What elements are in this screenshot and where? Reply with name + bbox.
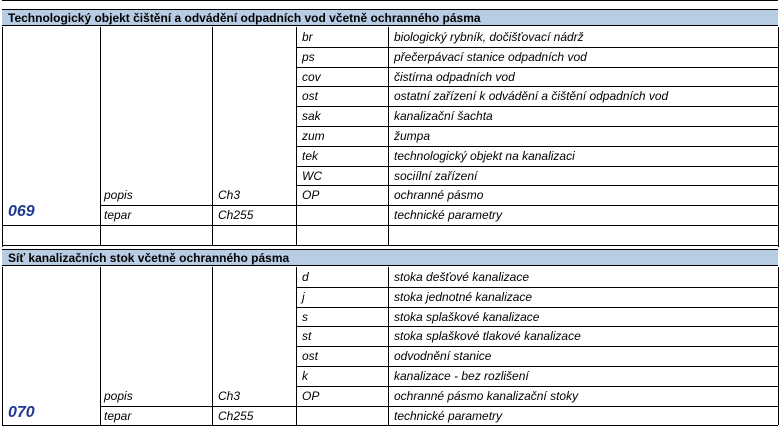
column-divider <box>212 225 213 245</box>
table-top-border <box>2 0 778 1</box>
table-cell-col3: ost <box>302 349 319 363</box>
table-border-left <box>2 267 3 425</box>
table-cell-col4: technické parametry <box>394 409 503 423</box>
row-divider <box>2 425 778 426</box>
table-cell-col3: cov <box>302 70 321 84</box>
table-cell-col3: sak <box>302 109 321 123</box>
table-cell-col2: Ch255 <box>218 409 254 423</box>
section-title: Síť kanalizačních stok včetně ochranného pásma <box>2 249 778 266</box>
table-cell-col4: žumpa <box>394 129 431 143</box>
table-cell-col4: biologický rybník, dočišťovací nádrž <box>394 30 584 44</box>
row-divider <box>2 245 778 246</box>
column-divider <box>388 225 389 245</box>
table-cell-col3: k <box>302 369 308 383</box>
table-cell-col2: Ch3 <box>218 188 241 202</box>
table-cell-col4: ochranné pásmo kanalizační stoky <box>394 389 579 403</box>
table-cell-col2: Ch255 <box>218 208 254 222</box>
table-cell-col1: popis <box>104 389 133 403</box>
table-cell-col3: br <box>302 30 313 44</box>
object-code: 069 <box>8 203 35 220</box>
table-cell-col4: technologický objekt na kanalizaci <box>394 149 575 163</box>
table-cell-col4: stoka splaškové tlakové kanalizace <box>394 329 581 343</box>
table-cell-col4: čistírna odpadních vod <box>394 70 515 84</box>
table-cell-col3: ps <box>302 50 315 64</box>
table-cell-col3: zum <box>302 129 325 143</box>
column-divider <box>100 27 101 225</box>
column-divider <box>296 225 297 245</box>
table-cell-col1: tepar <box>104 208 132 222</box>
table-cell-col1: popis <box>104 188 133 202</box>
table-cell-col4: přečerpávací stanice odpadních vod <box>394 50 587 64</box>
row-divider <box>296 185 778 186</box>
table-cell-col3: tek <box>302 149 319 163</box>
table-cell-col1: tepar <box>104 409 132 423</box>
table-cell-col4: stoka splaškové kanalizace <box>394 310 540 324</box>
table-cell-col3: s <box>302 310 308 324</box>
table-cell-col3: OP <box>302 389 320 403</box>
column-divider <box>212 267 213 425</box>
row-divider <box>296 67 778 68</box>
table-cell-col3: ost <box>302 89 319 103</box>
table-border-left <box>2 27 3 247</box>
column-divider <box>100 225 101 245</box>
row-divider <box>296 346 778 347</box>
row-divider <box>296 106 778 107</box>
table-cell-col3: d <box>302 270 309 284</box>
table-cell-col4: stoka jednotné kanalizace <box>394 290 533 304</box>
table-cell-col4: sociílní zařízení <box>394 169 478 183</box>
row-divider <box>296 166 778 167</box>
table-cell-col3: j <box>302 290 305 304</box>
table-cell-col4: ochranné pásmo <box>394 188 484 202</box>
object-code: 070 <box>8 404 35 421</box>
section-title: Technologický objekt čištění a odvádění odpadních vod včetně ochranného pásma <box>2 9 778 26</box>
table-cell-col4: stoka dešťové kanalizace <box>394 270 529 284</box>
table-cell-col2: Ch3 <box>218 389 241 403</box>
table-cell-col4: kanalizační šachta <box>394 109 493 123</box>
column-divider <box>100 267 101 425</box>
table-cell-col4: kanalizace - bez rozlišení <box>394 369 529 383</box>
table-cell-col3: st <box>302 329 312 343</box>
table-cell-col3: WC <box>302 169 322 183</box>
row-divider <box>296 287 778 288</box>
row-divider <box>296 126 778 127</box>
table-cell-col4: ostatní zařízení k odvádění a čištění odpadních vod <box>394 89 669 103</box>
row-divider <box>2 225 778 226</box>
table-cell-col3: OP <box>302 188 320 202</box>
table-cell-col4: odvodnění stanice <box>394 349 492 363</box>
table-cell-col4: technické parametry <box>394 208 503 222</box>
row-divider <box>296 366 778 367</box>
column-divider <box>212 27 213 225</box>
